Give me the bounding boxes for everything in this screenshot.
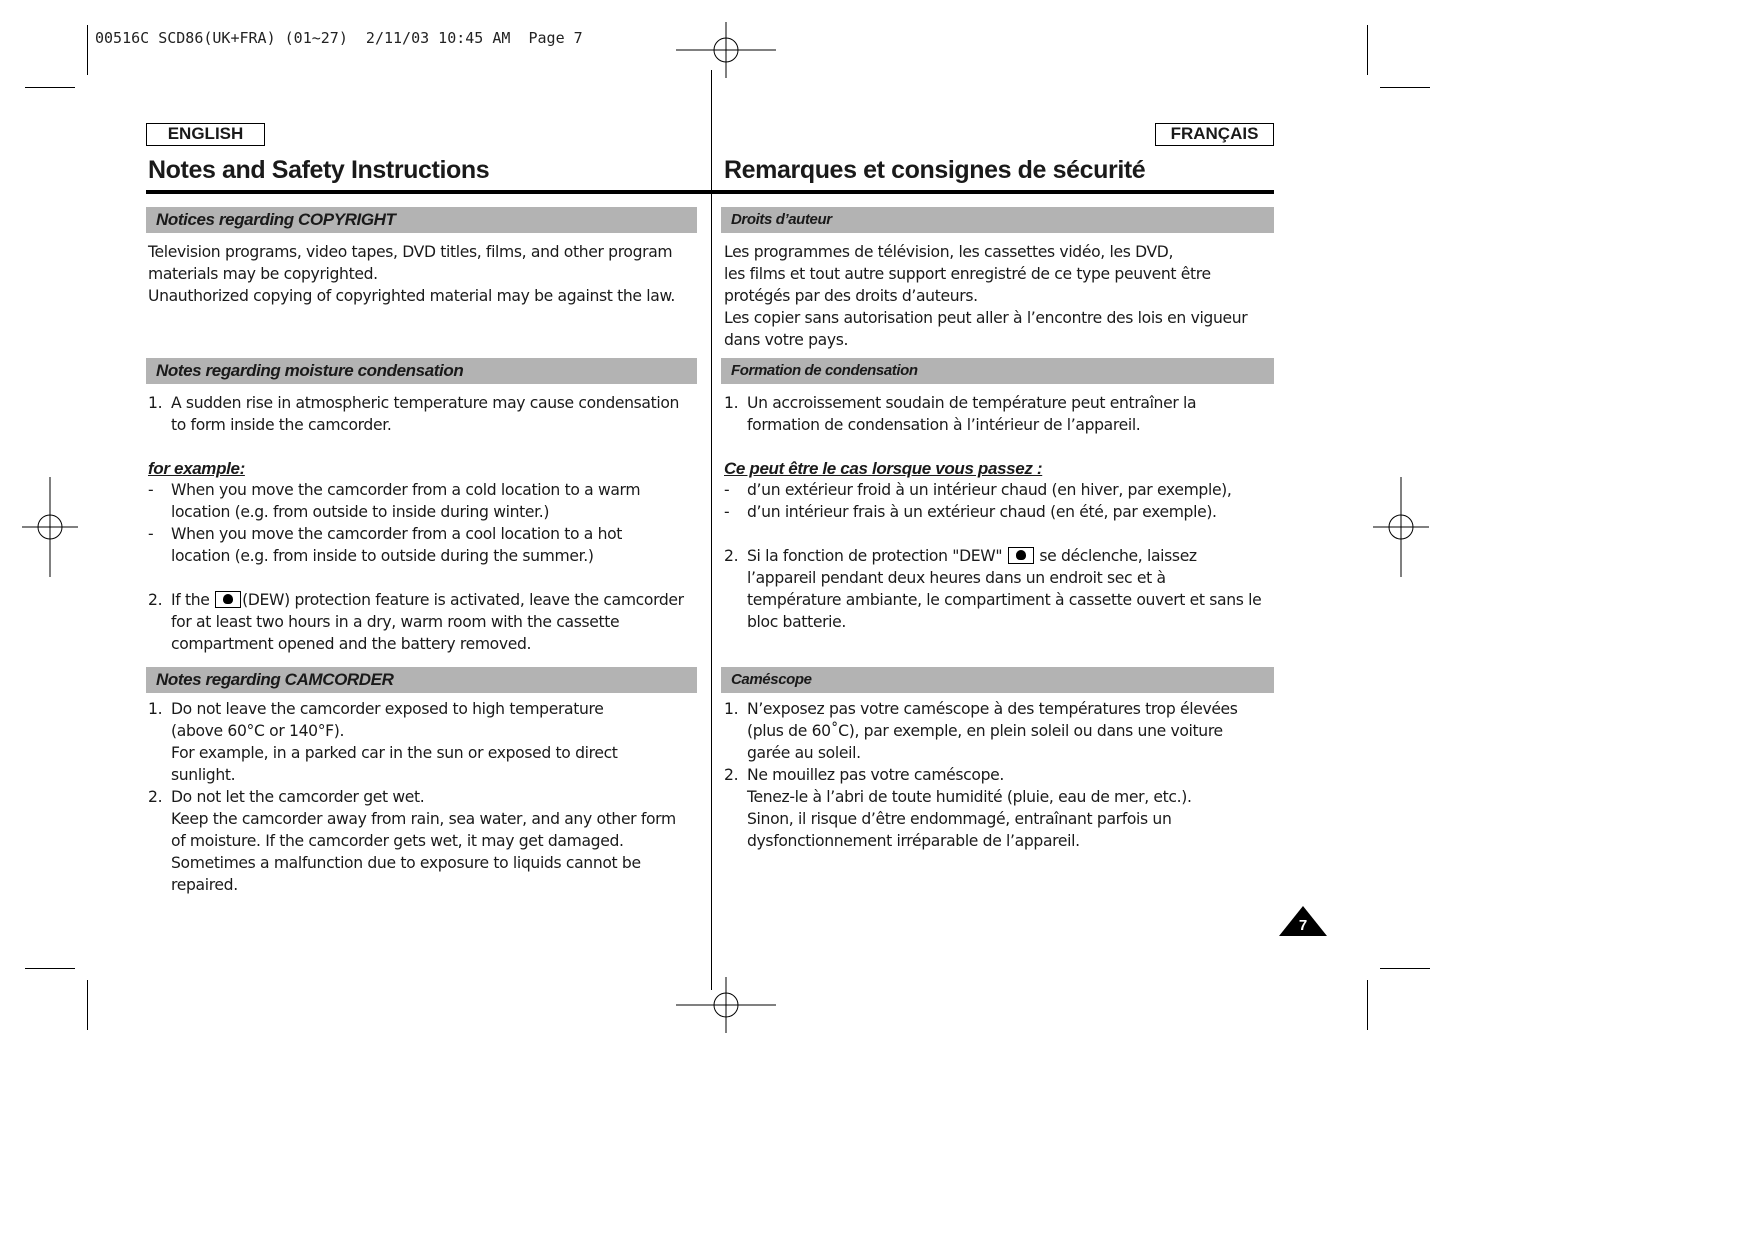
- english-copyright-text: Television programs, video tapes, DVD titles, films, and other program materials may be copyrighted. Unauthorized copying of copyrighted material may be against the law.: [148, 243, 676, 305]
- center-fold-line: [711, 70, 712, 990]
- french-camcorder-list: 1. N’exposez pas votre caméscope à des températures trop élevées (plus de 60˚C), par exemple, en plein soleil ou dans une voiture garée au soleil. 2. Ne mouillez pas votre caméscope. Tenez-le à l’abri de toute humidité (pluie, eau de mer, etc.). Sinon, il risque d’être endommagé, entraînant parfois un dysfonctionnement irréparable de l’appareil.: [724, 700, 1238, 850]
- french-page-title: Remarques et consignes de sécurité: [724, 156, 1146, 184]
- french-language-label: FRANÇAIS: [1155, 123, 1274, 146]
- english-moisture-item-2: 2. If the (DEW) protection feature is activated, leave the camcorder for at least two hours in a dry, warm room with the cassette compartment opened and the battery removed.: [148, 591, 684, 653]
- english-camcorder-list: 1. Do not leave the camcorder exposed to high temperature (above 60°C or 140°F). For example, in a parked car in the sun or exposed to direct sunlight. 2. Do not let the camcorder get wet. Keep the camcorder away from rain, sea water, and any other form of moisture. If the camcorder gets wet, it may get damaged. Sometimes a malfunction due to exposure to liquids cannot be repaired.: [148, 700, 676, 894]
- english-moisture-heading: Notes regarding moisture condensation: [146, 358, 697, 384]
- french-copyright-heading: Droits d’auteur: [721, 207, 1274, 233]
- page-number: 7: [1298, 917, 1308, 934]
- french-example-list: - d’un extérieur froid à un intérieur chaud (en hiver, par exemple), - d’un intérieur frais à un extérieur chaud (en été, par exemple).: [724, 481, 1232, 521]
- registration-crosshair-icon: [0, 477, 100, 577]
- english-moisture-item-1: 1. A sudden rise in atmospheric temperature may cause condensation to form inside the camcorder.: [148, 394, 680, 434]
- registration-crosshair-icon: [1351, 477, 1451, 577]
- english-copyright-heading: Notices regarding COPYRIGHT: [146, 207, 697, 233]
- french-title-rule: [711, 190, 1274, 194]
- registration-crosshair-icon: [676, 955, 776, 1055]
- french-moisture-item-1: 1. Un accroissement soudain de température peut entraîner la formation de condensation à l’intérieur de l’appareil.: [724, 394, 1197, 434]
- french-example-label: Ce peut être le cas lorsque vous passez :: [724, 459, 1043, 478]
- english-example-label: for example:: [148, 459, 245, 478]
- french-camcorder-heading: Caméscope: [721, 667, 1274, 693]
- english-example-list: - When you move the camcorder from a cold location to a warm location (e.g. from outside to inside during winter.) - When you move the camcorder from a cool location to a hot location (e.g. from inside to outside during the summer.): [148, 481, 641, 565]
- dew-icon: [215, 591, 241, 608]
- french-moisture-item-2: 2. Si la fonction de protection "DEW" se déclenche, laissez l’appareil pendant deux heures dans un endroit sec et à température ambiante, le compartiment à cassette ouvert et sans le bloc batterie.: [724, 547, 1262, 631]
- french-moisture-heading: Formation de condensation: [721, 358, 1274, 384]
- print-registration-line: 00516C SCD86(UK+FRA) (01~27) 2/11/03 10:45 AM Page 7: [95, 29, 583, 47]
- english-page-title: Notes and Safety Instructions: [148, 156, 490, 184]
- dew-icon: [1008, 547, 1034, 564]
- english-camcorder-heading: Notes regarding CAMCORDER: [146, 667, 697, 693]
- registration-crosshair-icon: [676, 0, 776, 100]
- english-title-rule: [146, 190, 711, 194]
- english-language-label: ENGLISH: [146, 123, 265, 146]
- french-copyright-text: Les programmes de télévision, les cassettes vidéo, les DVD, les films et tout autre support enregistré de ce type peuvent être protégés par des droits d’auteurs. Les copier sans autorisation peut aller à l’encontre des lois en vigueur dans votre pays.: [724, 243, 1248, 349]
